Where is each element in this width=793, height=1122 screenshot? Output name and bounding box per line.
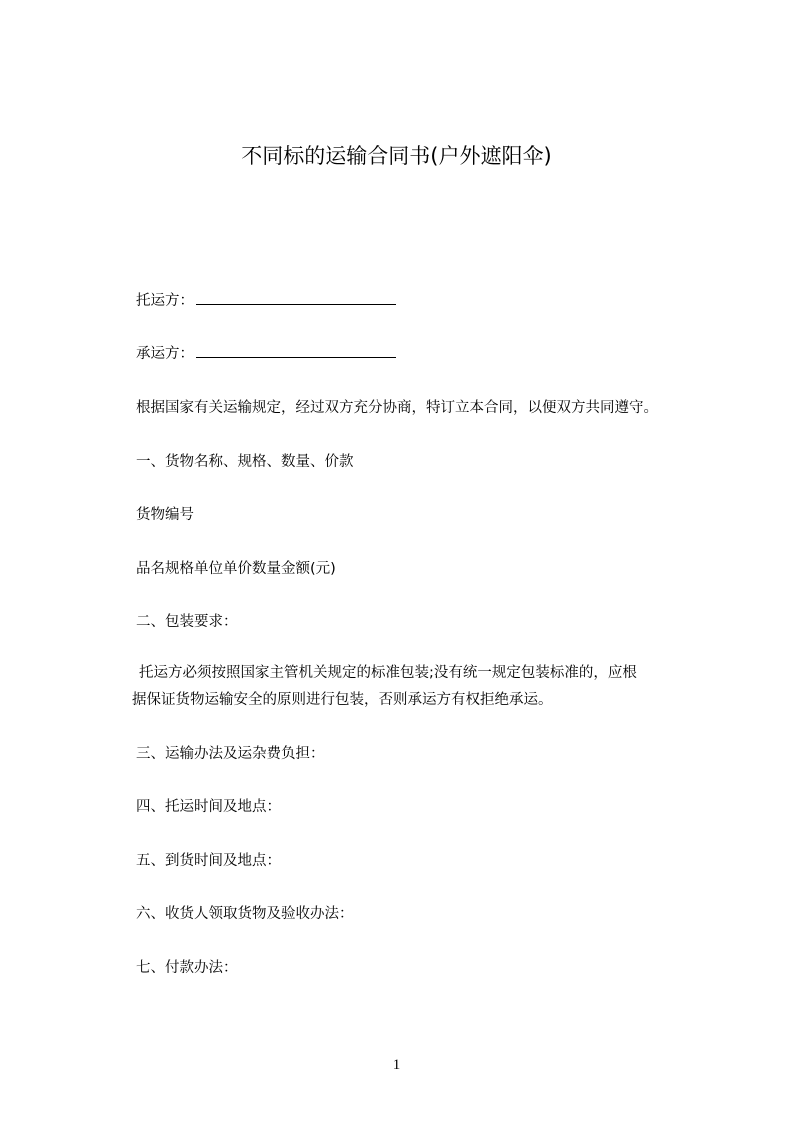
section-7-heading: 七、付款办法： xyxy=(136,960,238,976)
section-6-heading: 六、收货人领取货物及验收办法： xyxy=(136,906,354,922)
carrier-blank-line xyxy=(196,343,396,358)
section-4-heading: 四、托运时间及地点： xyxy=(136,799,281,815)
packaging-paragraph-line-2: 据保证货物运输安全的原则进行包装，否则承运方有权拒绝承运。 xyxy=(132,692,553,708)
section-3-heading: 三、运输办法及运杂费负担： xyxy=(136,746,325,762)
goods-columns-line: 品名规格单位单价数量金额(元) xyxy=(136,561,336,577)
shipper-label: 托运方： xyxy=(136,293,194,309)
goods-number-label: 货物编号 xyxy=(136,507,194,523)
shipper-field xyxy=(136,290,396,312)
shipper-blank-line xyxy=(196,290,396,305)
intro-paragraph: 根据国家有关运输规定，经过双方充分协商，特订立本合同，以便双方共同遵守。 xyxy=(136,400,658,416)
page-number: 1 xyxy=(392,1057,401,1073)
carrier-label: 承运方： xyxy=(136,346,194,362)
section-2-heading: 二、包装要求： xyxy=(136,614,238,630)
packaging-paragraph-line-1: 托运方必须按照国家主管机关规定的标准包装;没有统一规定包装标准的，应根 xyxy=(139,665,637,681)
section-5-heading: 五、到货时间及地点： xyxy=(136,853,281,869)
document-title: 不同标的运输合同书(户外遮阳伞) xyxy=(241,144,552,168)
carrier-field xyxy=(136,343,396,365)
section-1-heading: 一、货物名称、规格、数量、价款 xyxy=(136,454,354,470)
